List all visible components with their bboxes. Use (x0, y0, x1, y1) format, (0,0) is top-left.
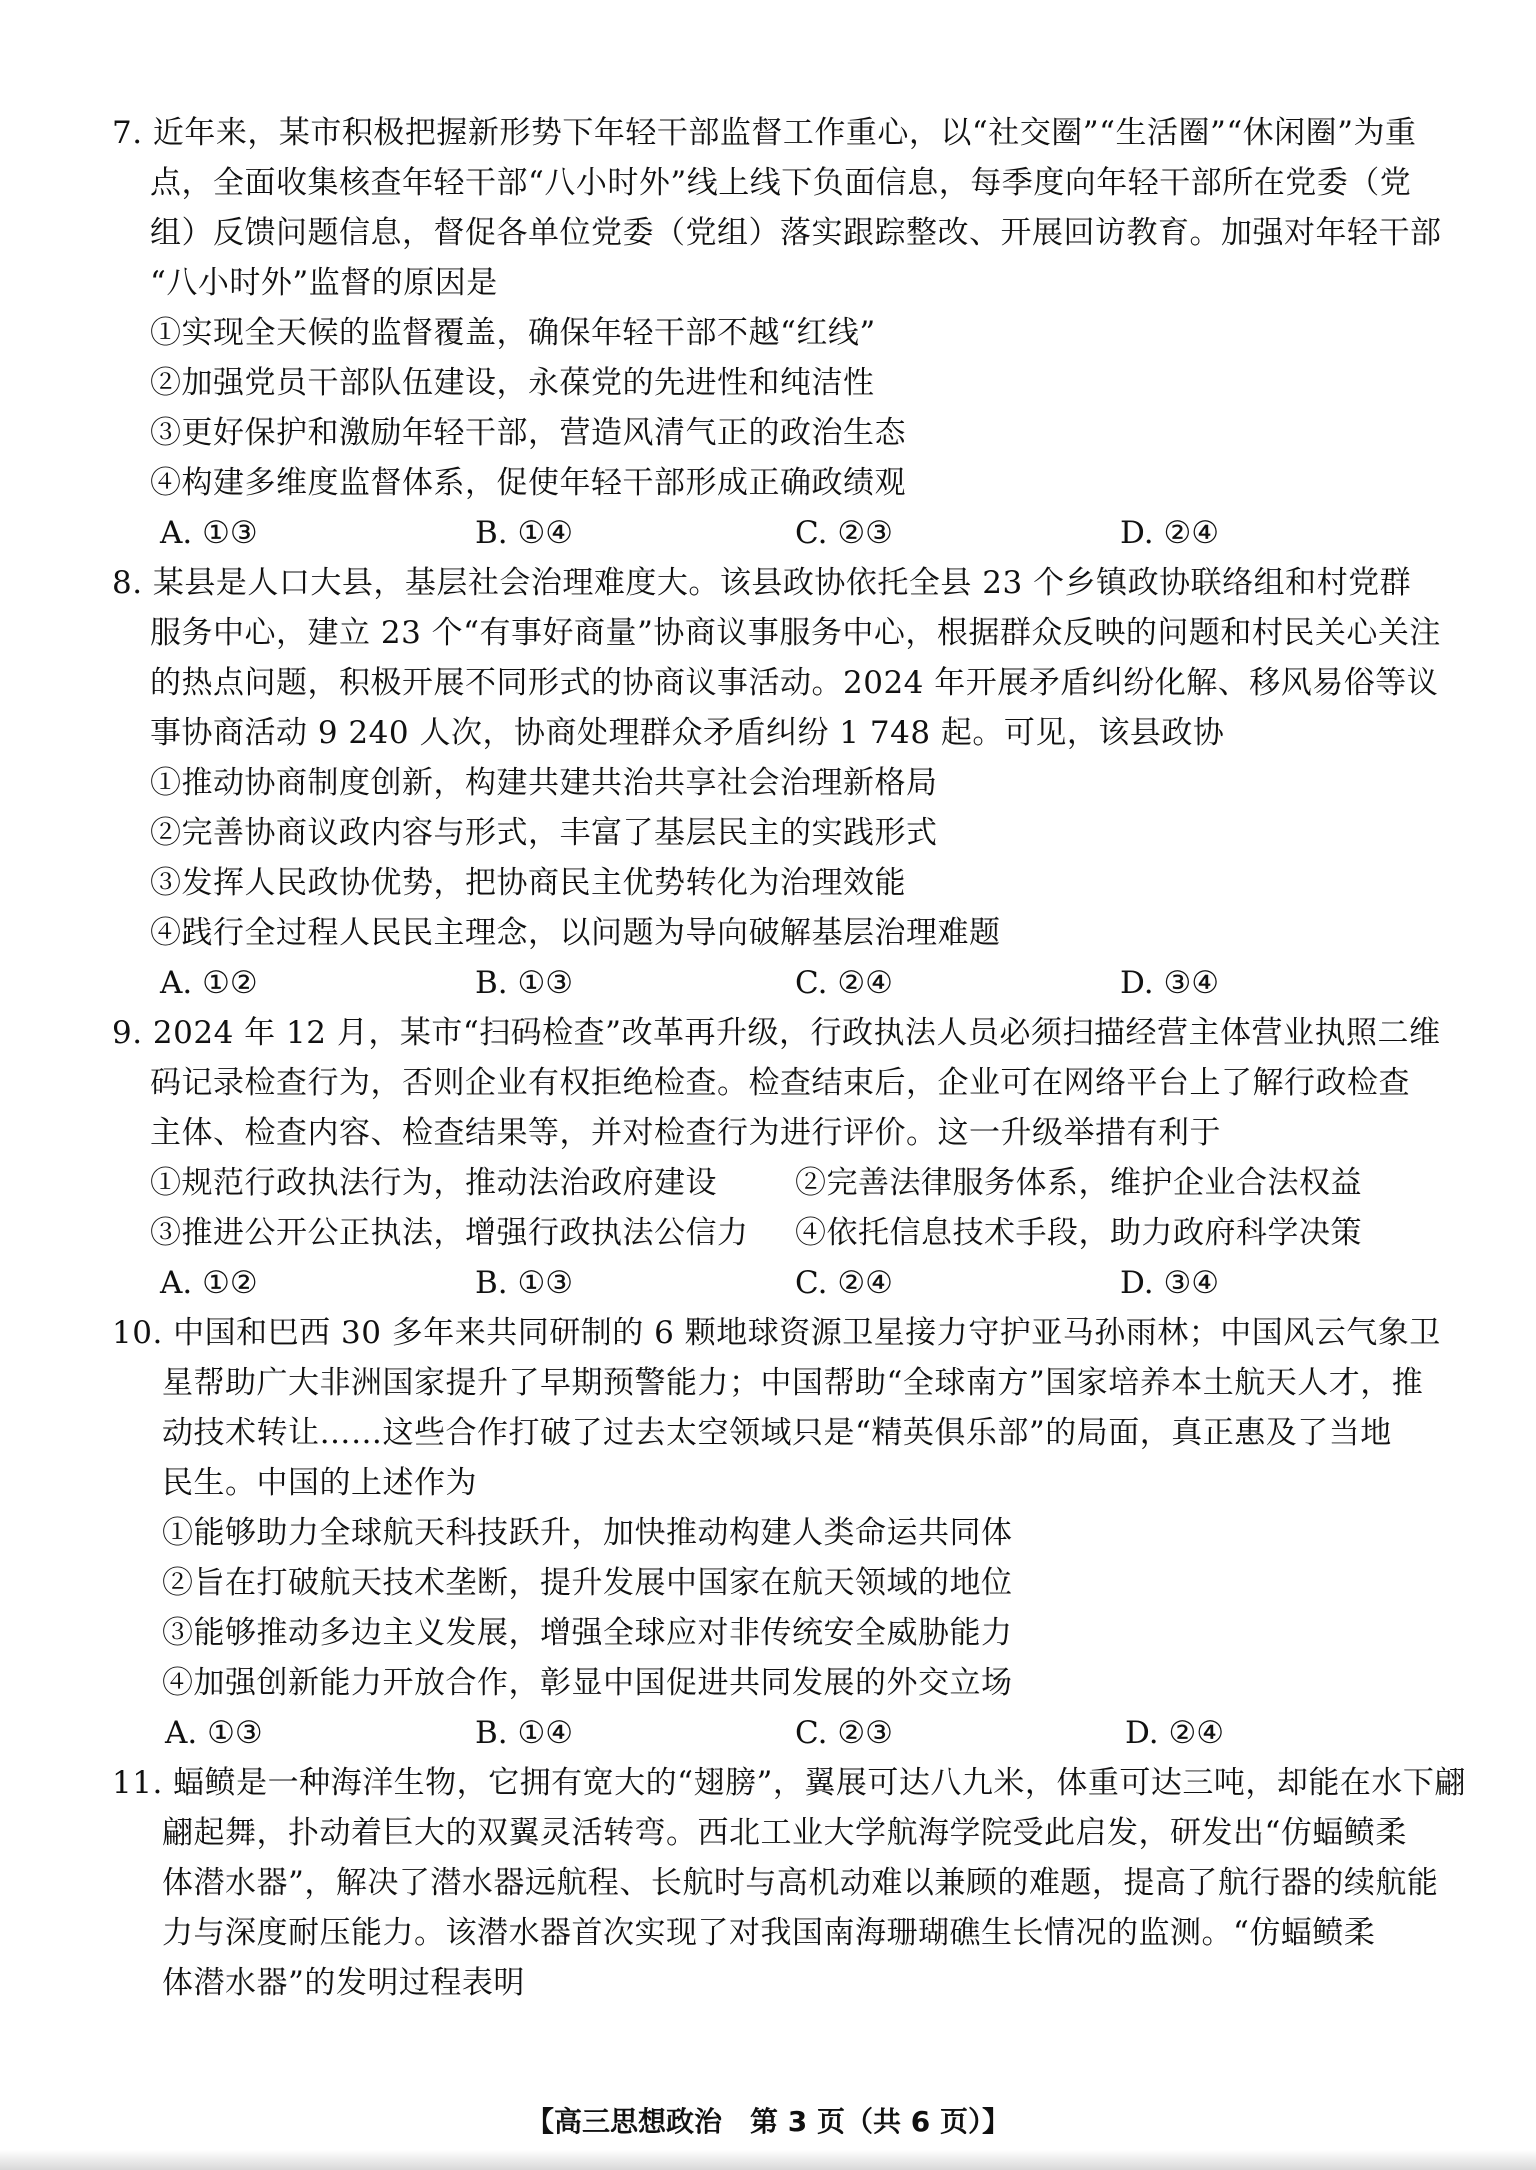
question-9-stem-line: 码记录检查行为，否则企业有权拒绝检查。检查结束后，企业可在网络平台上了解行政检查 (150, 1065, 1410, 1101)
question-10-option-d: D. ②④ (1125, 1715, 1225, 1751)
question-10-statement: ③能够推动多边主义发展，增强全球应对非传统安全威胁能力 (162, 1615, 1013, 1651)
question-7-stem-line: 组）反馈问题信息，督促各单位党委（党组）落实跟踪整改、开展回访教育。加强对年轻干部 (150, 215, 1442, 251)
question-9-option-b: B. ①③ (475, 1265, 574, 1301)
question-8-statement: ②完善协商议政内容与形式，丰富了基层民主的实践形式 (150, 815, 938, 851)
question-8-option-c: C. ②④ (795, 965, 893, 1001)
question-9-statement: ③推进公开公正执法，增强行政执法公信力 (150, 1215, 749, 1251)
question-7-option-c: C. ②③ (795, 515, 893, 551)
question-8-statement: ④践行全过程人民民主理念，以问题为导向破解基层治理难题 (150, 915, 1001, 951)
question-10-option-c: C. ②③ (795, 1715, 893, 1751)
question-7-option-b: B. ①④ (475, 515, 574, 551)
question-10-stem-line: 星帮助广大非洲国家提升了早期预警能力；中国帮助“全球南方”国家培养本土航天人才，推 (162, 1365, 1424, 1401)
question-8-option-d: D. ③④ (1120, 965, 1220, 1001)
page-footer: 【高三思想政治 第 3 页（共 6 页）】 (526, 2105, 1010, 2138)
question-8-option-b: B. ①③ (475, 965, 574, 1001)
question-11-stem-line: 体潜水器”，解决了潜水器远航程、长航时与高机动难以兼顾的难题，提高了航行器的续航能 (162, 1865, 1439, 1901)
question-7-statement: ②加强党员干部队伍建设，永葆党的先进性和纯洁性 (150, 365, 875, 401)
question-7-statement: ④构建多维度监督体系，促使年轻干部形成正确政绩观 (150, 465, 906, 501)
question-7-statement: ③更好保护和激励年轻干部，营造风清气正的政治生态 (150, 415, 906, 451)
question-9-option-c: C. ②④ (795, 1265, 893, 1301)
question-8-option-a: A. ①② (160, 965, 258, 1001)
question-9-option-d: D. ③④ (1120, 1265, 1220, 1301)
question-9-statement: ④依托信息技术手段，助力政府科学决策 (795, 1215, 1362, 1251)
question-9-stem-line: 9. 2024 年 12 月，某市“扫码检查”改革再升级，行政执法人员必须扫描经营主体营业执照二维 (112, 1015, 1441, 1051)
question-11-stem-line: 翩起舞，扑动着巨大的双翼灵活转弯。西北工业大学航海学院受此启发，研发出“仿蝠鲼柔 (162, 1815, 1407, 1851)
question-8-statement: ③发挥人民政协优势，把协商民主优势转化为治理效能 (150, 865, 906, 901)
question-9-statement: ②完善法律服务体系，维护企业合法权益 (795, 1165, 1362, 1201)
question-10-stem-line: 10. 中国和巴西 30 多年来共同研制的 6 颗地球资源卫星接力守护亚马孙雨林；中国风云气象卫 (112, 1315, 1441, 1351)
question-11-stem-line: 力与深度耐压能力。该潜水器首次实现了对我国南海珊瑚礁生长情况的监测。“仿蝠鲼柔 (162, 1915, 1376, 1951)
question-7-stem-line: “八小时外”监督的原因是 (150, 265, 498, 301)
question-10-statement: ①能够助力全球航天科技跃升，加快推动构建人类命运共同体 (162, 1515, 1013, 1551)
question-8-stem-line: 的热点问题，积极开展不同形式的协商议事活动。2024 年开展矛盾纠纷化解、移风易俗等议 (150, 665, 1439, 701)
question-7-stem-line: 7. 近年来，某市积极把握新形势下年轻干部监督工作重心，以“社交圈”“生活圈”“休闲圈”为重 (112, 115, 1417, 151)
question-8-stem-line: 8. 某县是人口大县，基层社会治理难度大。该县政协依托全县 23 个乡镇政协联络组和村党群 (112, 565, 1412, 601)
question-8-statement: ①推动协商制度创新，构建共建共治共享社会治理新格局 (150, 765, 938, 801)
question-11-stem-line: 11. 蝠鲼是一种海洋生物，它拥有宽大的“翅膀”，翼展可达八九米，体重可达三吨，却能在水下翩 (112, 1765, 1466, 1801)
question-10-statement: ④加强创新能力开放合作，彰显中国促进共同发展的外交立场 (162, 1665, 1013, 1701)
question-10-statement: ②旨在打破航天技术垄断，提升发展中国家在航天领域的地位 (162, 1565, 1013, 1601)
question-7-statement: ①实现全天候的监督覆盖，确保年轻干部不越“红线” (150, 315, 876, 351)
question-10-option-b: B. ①④ (475, 1715, 574, 1751)
question-9-stem-line: 主体、检查内容、检查结果等，并对检查行为进行评价。这一升级举措有利于 (150, 1115, 1221, 1151)
question-10-option-a: A. ①③ (165, 1715, 263, 1751)
question-8-stem-line: 服务中心，建立 23 个“有事好商量”协商议事服务中心，根据群众反映的问题和村民关心关注 (150, 615, 1441, 651)
question-9-option-a: A. ①② (160, 1265, 258, 1301)
question-10-stem-line: 动技术转让……这些合作打破了过去太空领域只是“精英俱乐部”的局面，真正惠及了当地 (162, 1415, 1392, 1451)
scan-edge-shadow (0, 2150, 1536, 2170)
question-8-stem-line: 事协商活动 9 240 人次，协商处理群众矛盾纠纷 1 748 起。可见，该县政协 (150, 715, 1225, 751)
question-7-option-a: A. ①③ (160, 515, 258, 551)
question-10-stem-line: 民生。中国的上述作为 (162, 1465, 477, 1501)
question-9-statement: ①规范行政执法行为，推动法治政府建设 (150, 1165, 717, 1201)
question-7-option-d: D. ②④ (1120, 515, 1220, 551)
question-7-stem-line: 点，全面收集核查年轻干部“八小时外”线上线下负面信息，每季度向年轻干部所在党委（党 (150, 165, 1412, 201)
question-11-stem-line: 体潜水器”的发明过程表明 (162, 1965, 525, 2001)
